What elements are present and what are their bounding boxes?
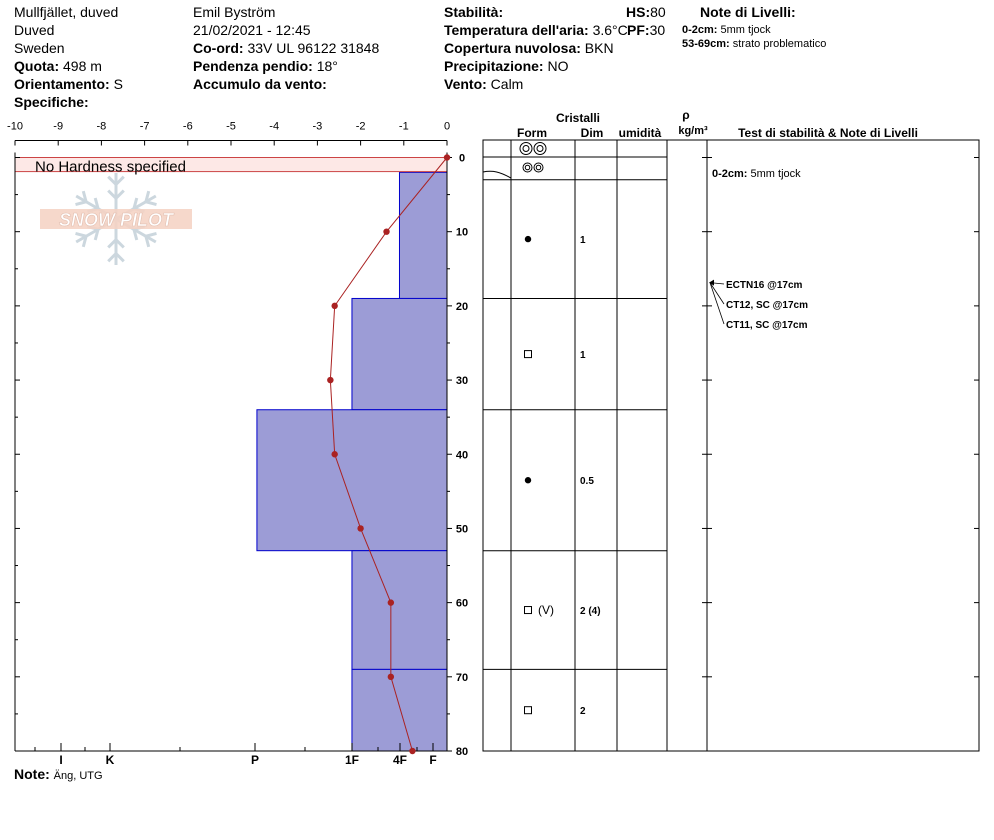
hardness-layer [352,298,447,409]
aspect-label: Orientamento: [14,76,110,92]
temperature-point [388,674,394,680]
depth-tick-label: 0 [458,152,466,165]
temperature-tick-label: -8 [96,120,107,133]
crystal-size-label: 0.5 [580,476,594,488]
rounded-grain-icon [525,236,531,242]
tests-header: Test di stabilità & Note di Livelli [738,126,918,140]
temperature-tick-label: -2 [355,120,366,133]
depth-tick-label: 80 [455,746,469,758]
depth-tick-label: 50 [455,523,469,536]
temperature-point [409,748,415,754]
crystals-header: Cristalli [555,111,601,125]
hardness-label: K [105,753,115,767]
layer-note-text: 5mm tjock [720,24,771,36]
snowflake-branch [146,202,157,205]
temperature-point [331,303,337,309]
faceted-crystal-icon [525,707,532,714]
temperature-tick-label: -5 [226,120,236,133]
elevation-label: Quota: [14,58,60,74]
hardness-layer [352,669,447,751]
stability-test-leader [710,283,724,304]
hardness-layer [352,551,447,670]
layer-note-text: strato problematico [732,38,827,50]
layer-connector [483,171,511,178]
air-temp-label: Temperatura dell'aria: [444,22,589,38]
note-label: Note: [14,766,50,782]
aspect-value: S [113,76,123,92]
slope-value: 18° [316,58,338,74]
hardness-label: 4F [392,753,408,767]
depth-tick-label: 60 [455,597,469,610]
table-layer-note-text: 5mm tjock [747,168,801,180]
table-layer-note [712,168,801,180]
coord-value: 33V UL 96122 31848 [247,40,380,56]
temperature-tick-label: -3 [312,120,323,133]
depth-tick-label: 40 [455,449,469,462]
rounded-grain-icon [523,163,532,172]
moisture-header: umidità [618,126,662,140]
snowpilot-watermark [40,173,192,265]
hs-label: HS: [626,4,651,20]
faceted-crystal-icon [525,607,532,614]
coord-label: Co-ord: [193,40,244,56]
specifics-label: Specifiche: [14,94,89,110]
hardness-layer [257,410,447,551]
hardness-label: P [250,753,260,767]
temperature-point [331,451,337,457]
watermark-text: SNOW PILOT [59,210,173,230]
location-name: Mullfjället, duved [14,4,119,20]
density-unit-header: kg/m³ [678,125,708,137]
rounded-grain-icon-inner [523,146,529,152]
depth-tick-label: 10 [455,226,469,239]
layer-note-range: 0-2cm: [682,24,718,36]
note-value: Äng, UTG [53,770,103,782]
temperature-point [388,599,394,605]
wind-label: Vento: [444,76,487,92]
cloud-label: Copertura nuvolosa: [444,40,581,56]
wind-loading-label: Accumulo da vento: [193,76,327,92]
air-temp-value: 3.6°C [592,22,628,38]
temperature-tick-label: 0 [443,120,451,133]
rounded-grain-icon [525,477,531,483]
location-area: Duved [14,22,55,38]
stability-test-label: CT11, SC @17cm [726,320,808,331]
depth-tick-label: 20 [455,300,469,313]
temperature-point [327,377,333,383]
temperature-tick-label: -6 [182,120,193,133]
stability-test-leader [710,283,724,324]
hardness-label: F [429,753,437,767]
stability-test-label: CT12, SC @17cm [726,300,809,311]
snowflake-branch [146,233,157,236]
hardness-label: I [59,753,63,767]
temperature-tick-label: -4 [269,120,280,133]
snowflake-branch [75,233,86,236]
cloud-value: BKN [584,40,614,56]
stability-label: Stabilità: [444,4,504,20]
rounded-grain-icon [520,143,532,155]
temperature-tick-label: -9 [53,120,64,133]
elevation-value: 498 m [63,58,102,74]
location-country: Sweden [14,40,65,56]
depth-tick-label: 30 [455,375,469,388]
table-layer-note-range: 0-2cm: [712,168,748,180]
crystal-size-label: 1 [580,235,586,247]
density-symbol-header: ρ [682,108,690,122]
rounded-grain-icon [534,163,543,172]
layer-table-frame [483,140,979,751]
hardness-label: 1F [344,753,360,767]
crystal-size-label: 2 [580,706,586,718]
datetime: 21/02/2021 - 12:45 [193,22,311,38]
wind-value: Calm [490,76,524,92]
observer: Emil Byström [193,4,276,20]
crystal-size-label: 2 (4) [580,606,601,618]
form-header: Form [517,126,547,140]
rounded-grain-icon-inner [536,165,541,170]
rounded-grain-icon-inner [525,165,530,170]
crystal-size-label: 1 [580,350,586,362]
layer-note-range: 53-69cm: [682,38,730,50]
hardness-layer [399,172,447,298]
snowflake-branch [75,202,86,205]
temperature-point [357,525,363,531]
precip-label: Precipitazione: [444,58,544,74]
temperature-point [444,154,450,160]
stability-test-label: ECTN16 @17cm [726,280,803,291]
pf-label: PF: [627,22,650,38]
temperature-point [383,228,389,234]
no-hardness-label: No Hardness specified [35,158,186,176]
size-header: Dim [580,126,604,140]
rounded-grain-icon [534,143,546,155]
temperature-tick-label: -1 [398,120,409,133]
layer-notes-title: Note di Livelli: [700,4,796,20]
temperature-tick-label: -10 [7,120,23,133]
depth-tick-label: 70 [455,671,469,684]
rounded-grain-icon-inner [537,146,543,152]
faceted-crystal-icon [525,351,532,358]
slope-label: Pendenza pendio: [193,58,313,74]
pf-value: 30 [649,22,666,38]
temperature-tick-label: -7 [139,120,150,133]
hs-value: 80 [650,4,666,20]
secondary-form-label: (V) [538,603,554,618]
precip-value: NO [547,58,569,74]
